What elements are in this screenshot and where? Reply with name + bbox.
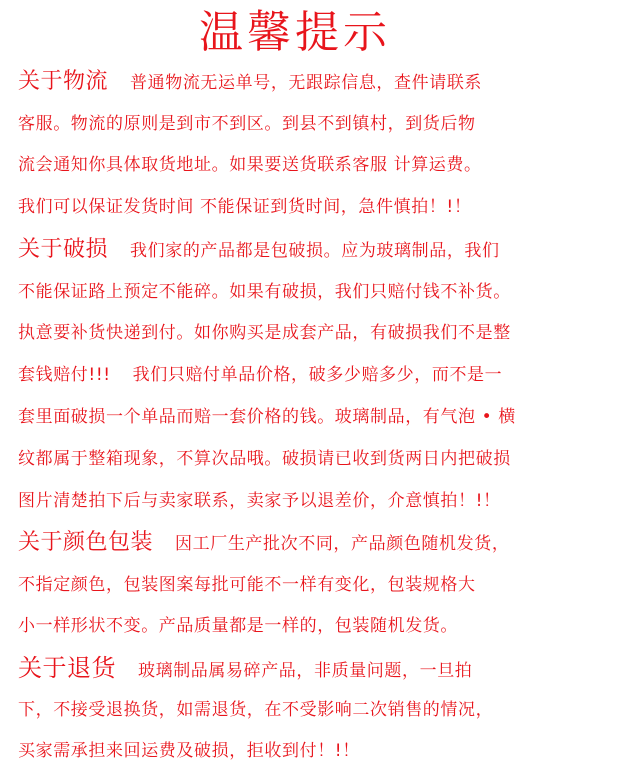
packaging-text-1: 因工厂生产批次不同，产品颜色随机发货，: [175, 534, 510, 554]
damage-line-1: [18, 238, 500, 263]
damage-text-4a: 套钱赔付!!!: [18, 365, 111, 385]
logistics-line-3: 流会通知你具体取货地址。如果要送货联系客服 计算运费。: [18, 155, 482, 175]
packaging-line-3: 小一样形状不变。产品质量都是一样的，包装随机发货。: [18, 616, 458, 636]
logistics-line-1: [18, 70, 482, 95]
page-title: 温馨提示: [199, 7, 391, 58]
logistics-text-1: 普通物流无运单号，无跟踪信息，查件请联系: [130, 73, 483, 93]
damage-line-6: 纹都属于整箱现象，不算次品哦。破损请已收到货两日内把破损: [18, 449, 511, 469]
logistics-heading: 关于物流: [18, 69, 109, 94]
returns-heading: 关于退货: [18, 654, 116, 682]
packaging-heading: 关于颜色包装: [18, 530, 154, 555]
packaging-line-1: [18, 531, 509, 556]
damage-line-4: [18, 363, 502, 387]
returns-text-1: 玻璃制品属易碎产品，非质量问题，一旦拍: [138, 661, 473, 681]
returns-line-3: 买家需承担来回运费及破损，拒收到付！!！: [18, 741, 360, 761]
damage-line-3: 执意要补货快递到付。如你购买是成套产品，有破损我们不是整: [18, 323, 511, 343]
returns-line-2: 下，不接受退换货，如需退货，在不受影响二次销售的情况，: [18, 700, 494, 720]
logistics-line-2: 客服。物流的原则是到市不到区。到县不到镇村，到货后物: [18, 114, 476, 134]
returns-line-1: [18, 656, 472, 683]
damage-line-2: 不能保证路上预定不能碎。如果有破损，我们只赔付钱不补货。: [18, 282, 511, 302]
packaging-line-2: 不指定颜色，包装图案每批可能不一样有变化，包装规格大: [18, 575, 476, 595]
damage-heading: 关于破损: [18, 237, 109, 262]
logistics-line-4: 我们可以保证发货时间 不能保证到货时间，急件慎拍！!！: [18, 197, 472, 217]
damage-text-1: 我们家的产品都是包破损。应为玻璃制品，我们: [130, 241, 500, 261]
damage-line-7: 图片清楚拍下后与卖家联系，卖家予以退差价，介意慎拍！!！: [18, 491, 501, 511]
damage-text-4b: 我们只赔付单品价格，破多少赔多少，而不是一: [132, 365, 503, 385]
damage-line-5: 套里面破损一个单品而赔一套价格的钱。玻璃制品，有气泡 • 横: [18, 407, 516, 427]
